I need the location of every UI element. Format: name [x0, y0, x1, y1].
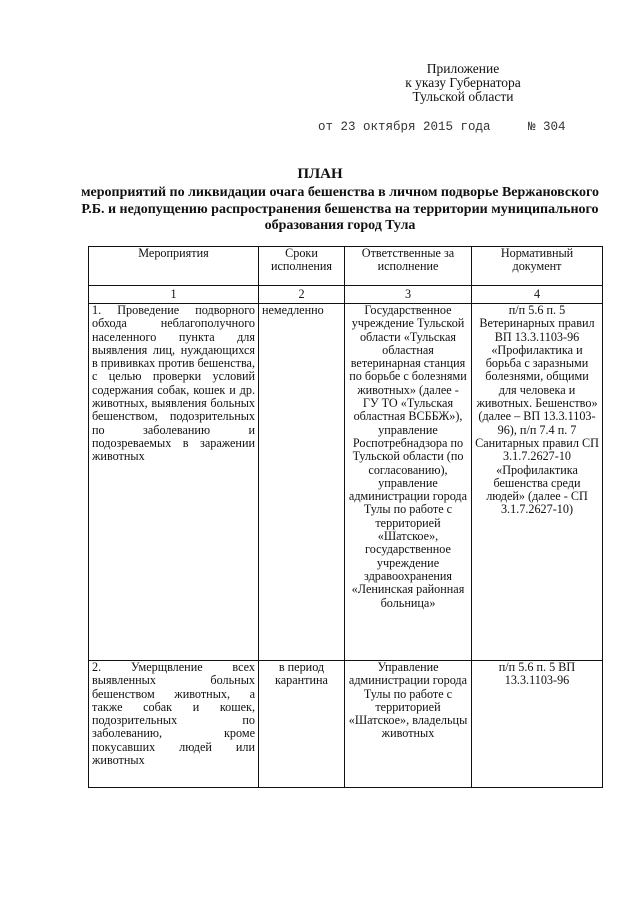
order-number: № 304 [528, 120, 566, 134]
table-row [89, 661, 603, 788]
cell-term: в период карантина [259, 661, 345, 788]
appendix-line: Тульской области [412, 89, 514, 104]
table-header-row [89, 247, 603, 286]
table-row [89, 304, 603, 661]
header-actions: Мероприятия [89, 247, 259, 286]
column-number: 4 [472, 286, 603, 304]
header-responsible: Ответственные за исполнение [345, 247, 472, 286]
cell-document: п/п 5.6 п. 5 Ветеринарных правил ВП 13.3.1103-96 «Профилактика и борьба с заразными болезнями, общими для человека и животных. Бешенство» (далее – ВП 13.3.1103-96), п/п 7.4 п. 7 Санитарных правил СП 3.1.7.2627-10 «Профилактика бешенства среди людей» (далее - СП 3.1.7.2627-10) [472, 304, 603, 661]
appendix-block [393, 62, 533, 104]
document-title: ПЛАН [297, 166, 343, 182]
plan-table [88, 246, 603, 788]
document-subtitle: мероприятий по ликвидации очага бешенства в личном подворье Вержановского Р.Б. и недопущению распространения бешенства на территории муниципального образования город Тула [80, 185, 600, 233]
appendix-line: к указу Губернатора [405, 75, 521, 90]
column-number-row [89, 286, 603, 304]
column-number: 3 [345, 286, 472, 304]
cell-action: 1. Проведение подворного обхода неблагополучного населенного пункта для выявления лиц, нуждающихся в прививках против бешенства, с целью проверки условий содержания собак, кошек и др. животных, выявления больных бешенством, подозрительных по заболеванию и подозреваемых в заражении животных [89, 304, 259, 661]
column-number: 2 [259, 286, 345, 304]
cell-action: 2. Умерщвление всех выявленных больных бешенством животных, а также собак и кошек, подозрительных по заболеванию, кроме покусавших людей или животных [89, 661, 259, 788]
header-terms: Сроки исполнения [259, 247, 345, 286]
header-document: Нормативный документ [472, 247, 603, 286]
appendix-line: Приложение [426, 61, 500, 76]
cell-term: немедленно [259, 304, 345, 661]
cell-responsible: Государственное учреждение Тульской области «Тульская областная ветеринарная станция по борьбе с болезнями животных» (далее - ГУ ТО «Тульская областная ВСББЖ»), управление Роспотребнадзора по Тульской области (по согласованию), управление администрации города Тулы по работе с территорией «Шатское», государственное учреждение здравоохранения «Ленинская районная больница» [345, 304, 472, 661]
order-date: от 23 октября 2015 года [318, 120, 491, 134]
cell-document: п/п 5.6 п. 5 ВП 13.3.1103-96 [472, 661, 603, 788]
order-line [318, 120, 566, 134]
column-number: 1 [89, 286, 259, 304]
cell-responsible: Управление администрации города Тулы по работе с территорией «Шатское», владельцы животных [345, 661, 472, 788]
